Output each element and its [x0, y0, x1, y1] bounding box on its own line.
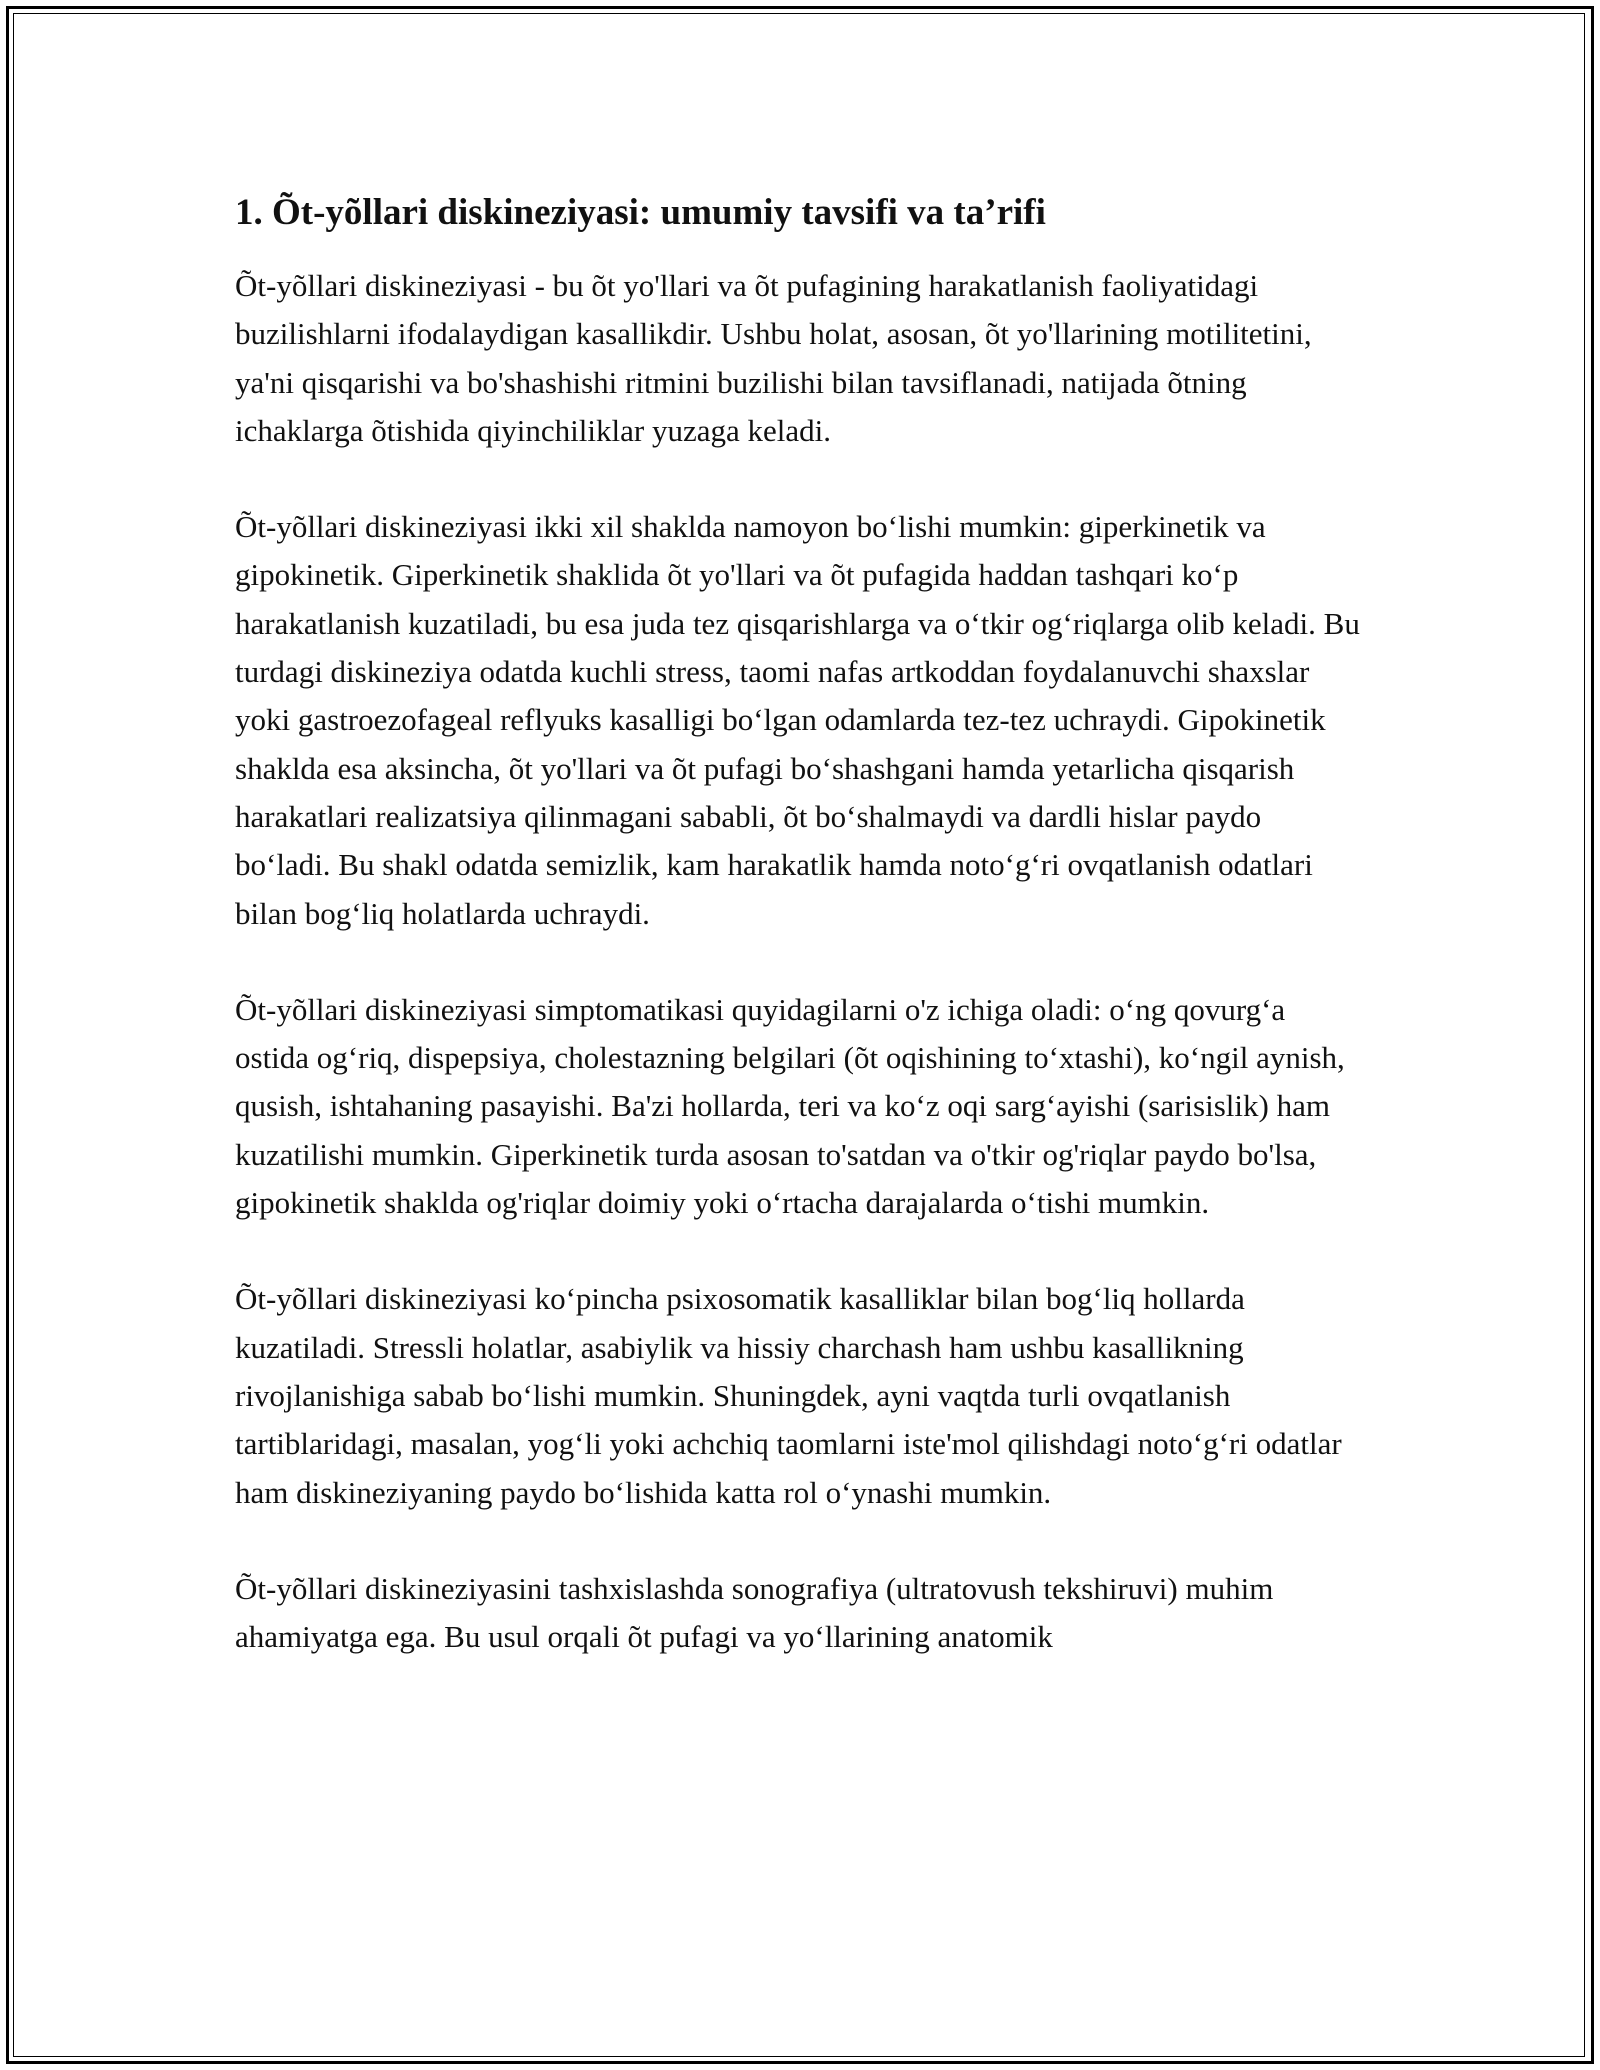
paragraph-forms: Õt-yõllari diskineziyasi ikki xil shaklda namoyon bo‘lishi mumkin: giperkinetik va gipokinetik. Giperkinetik shaklida õt yo'llari va õt pufagida haddan tashqari ko‘p harakatlanish kuzatiladi, bu esa juda tez qisqarishlarga va o‘tkir og‘riqlarga olib keladi. Bu turdagi diskineziya odatda kuchli stress, taomi nafas artkoddan foydalanuvchi shaxslar yoki gastroezofageal reflyuks kasalligi bo‘lgan odamlarda tez-tez uchraydi. Gipokinetik shaklda esa aksincha, õt yo'llari va õt pufagi bo‘shashgani hamda yetarlicha qisqarish harakatlari realizatsiya qilinmagani sababli, õt bo‘shalmaydi va dardli hislar paydo bo‘ladi. Bu shakl odatda semizlik, kam harakatlik hamda noto‘g‘ri ovqatlanish odatlari bilan bog‘liq holatlarda uchraydi.	[235, 509, 1360, 931]
paragraph-causes: Õt-yõllari diskineziyasi ko‘pincha psixosomatik kasalliklar bilan bog‘liq hollarda kuzatiladi. Stressli holatlar, asabiylik va hissiy charchash ham ushbu kasallikning rivojlanishiga sabab bo‘lishi mumkin. Shuningdek, ayni vaqtda turli ovqatlanish tartiblaridagi, masalan, yog‘li yoki achchiq taomlarni iste'mol qilishdagi noto‘g‘ri odatlar ham diskineziyaning paydo bo‘lishida katta rol o‘ynashi mumkin.	[235, 1281, 1342, 1510]
document-body	[235, 184, 1360, 1709]
paragraph-diagnosis: Õt-yõllari diskineziyasini tashxislashda sonografiya (ultratovush tekshiruvi) muhim ahamiyatga ega. Bu usul orqali õt pufagi va yo‘llarining anatomik	[235, 1570, 1274, 1655]
section-heading: 1. Õt-yõllari diskineziyasi: umumiy tavsifi va ta’rifi	[235, 192, 1046, 233]
paragraph-definition: Õt-yõllari diskineziyasi - bu õt yo'llari va õt pufagining harakatlanish faoliyatidagi buzilishlarni ifodalaydigan kasallikdir. Ushbu holat, asosan, õt yo'llarining motilitetini, ya'ni qisqarishi va bo'shashishi ritmini buzilishi bilan tavsiflanadi, natijada õtning ichaklarga õtishida qiyinchiliklar yuzaga keladi.	[235, 268, 1312, 448]
paragraph-symptoms: Õt-yõllari diskineziyasi simptomatikasi quyidagilarni o'z ichiga oladi: o‘ng qovurg‘a ostida og‘riq, dispepsiya, cholestazning belgilari (õt oqishining to‘xtashi), ko‘ngil aynish, qusish, ishtahaning pasayishi. Ba'zi hollarda, teri va ko‘z oqi sarg‘ayishi (sarisislik) ham kuzatilishi mumkin. Giperkinetik turda asosan to'satdan va o'tkir og'riqlar paydo bo'lsa, gipokinetik shaklda og'riqlar doimiy yoki o‘rtacha darajalarda o‘tishi mumkin.	[235, 991, 1345, 1221]
